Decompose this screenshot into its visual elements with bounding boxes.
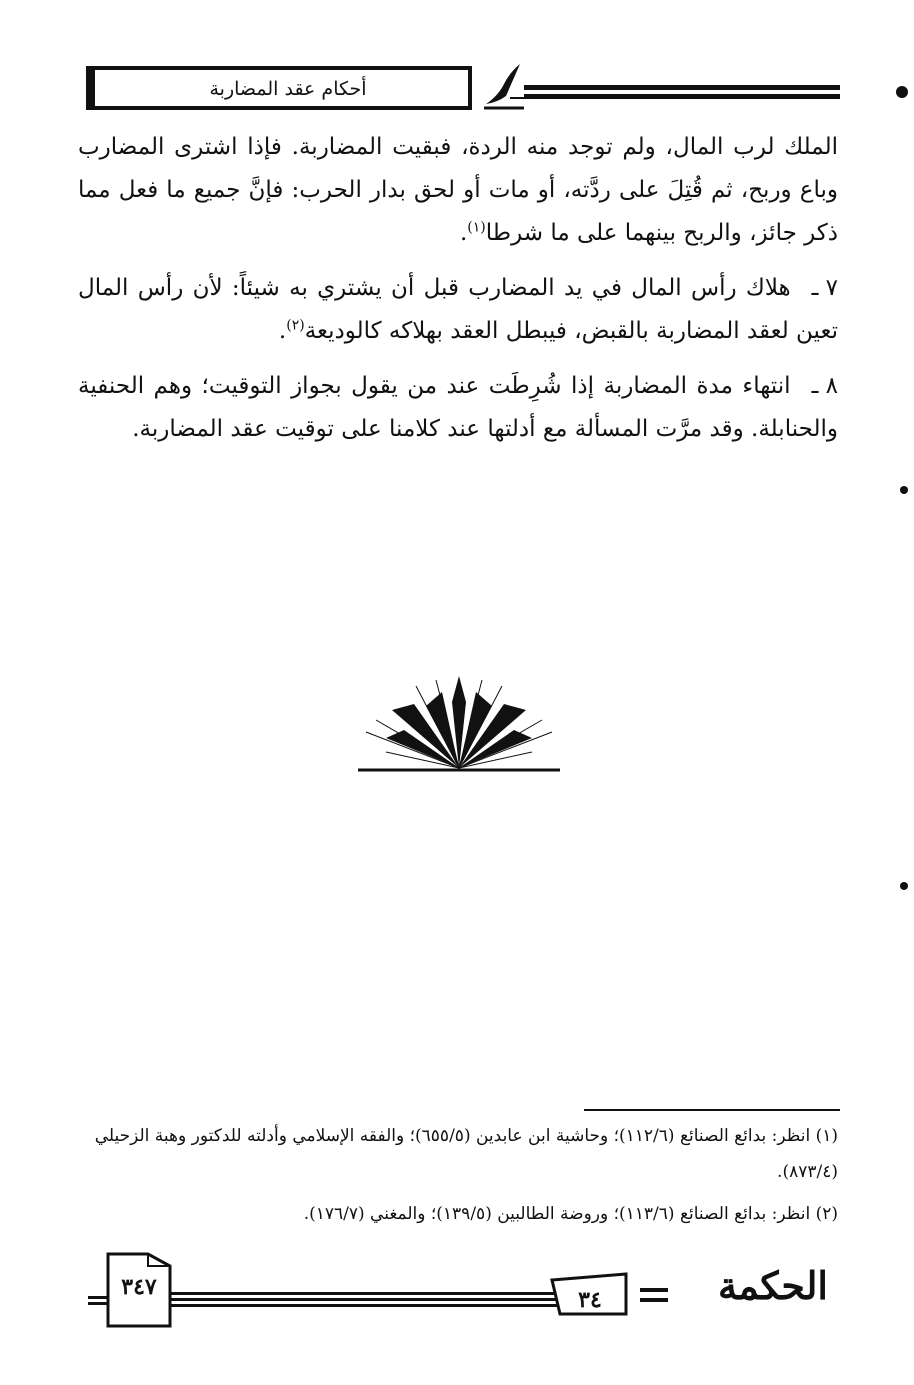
main-body-text [78, 126, 838, 463]
footnote-ref-2: (٢) [286, 317, 305, 334]
paragraph-continuation: الملك لرب المال، ولم توجد منه الردة، فبقيت المضاربة. فإذا اشترى المضارب وباع وربح، ثم قُتِلَ على ردَّته، أو مات أو لحق بدار الحرب: فإنَّ جميع ما فعل مما ذكر جائز، والربح بينهما على ما شرطا$^{(١)}$. [78, 134, 838, 246]
footnote-1: (١) انظر: بدائع الصنائع (١١٢/٦)؛ وحاشية ابن عابدين (٦٥٥/٥)؛ والفقه الإسلامي وأدلته للدكتور وهبة الزحيلي (٨٧٣/٤). [94, 1126, 838, 1182]
page-edge-dot [896, 86, 908, 98]
quill-pen-icon [480, 58, 528, 112]
header-double-rule [524, 83, 840, 101]
footnote-2: (٢) انظر: بدائع الصنائع (١١٣/٦)؛ وروضة الطالبين (١٣٩/٥)؛ والمغني (١٧٦/٧). [303, 1204, 838, 1224]
item-number: ٧ ـ [811, 275, 838, 301]
item-number: ٨ ـ [811, 373, 839, 399]
footnotes [78, 1118, 838, 1238]
footnote-separator [584, 1109, 840, 1111]
running-header-title: أحكام عقد المضاربة [209, 78, 367, 100]
list-item-8: ٨ ـ انتهاء مدة المضاربة إذا شُرِطَت عند من يقول بجواز التوقيت؛ وهم الحنفية والحنابلة. وقد مرَّت المسألة مع أدلتها عند كلامنا على توقيت عقد المضاربة. [78, 365, 838, 451]
footnote-ref-1: (١) [467, 219, 486, 236]
page-edge-dot [900, 882, 908, 890]
issue-number: ٣٤ [578, 1287, 602, 1313]
section-end-ornament [356, 672, 562, 774]
journal-logo: الحكمة [718, 1263, 828, 1308]
page-edge-dot [900, 486, 908, 494]
list-item-7: ٧ ـ هلاك رأس المال في يد المضارب قبل أن يشتري به شيئاً: لأن رأس المال تعين لعقد المضاربة بالقبض، فيبطل العقد بهلاكه كالوديعة$^{(٢)}$. [78, 267, 838, 353]
page-number: ٣٤٧ [121, 1274, 157, 1300]
